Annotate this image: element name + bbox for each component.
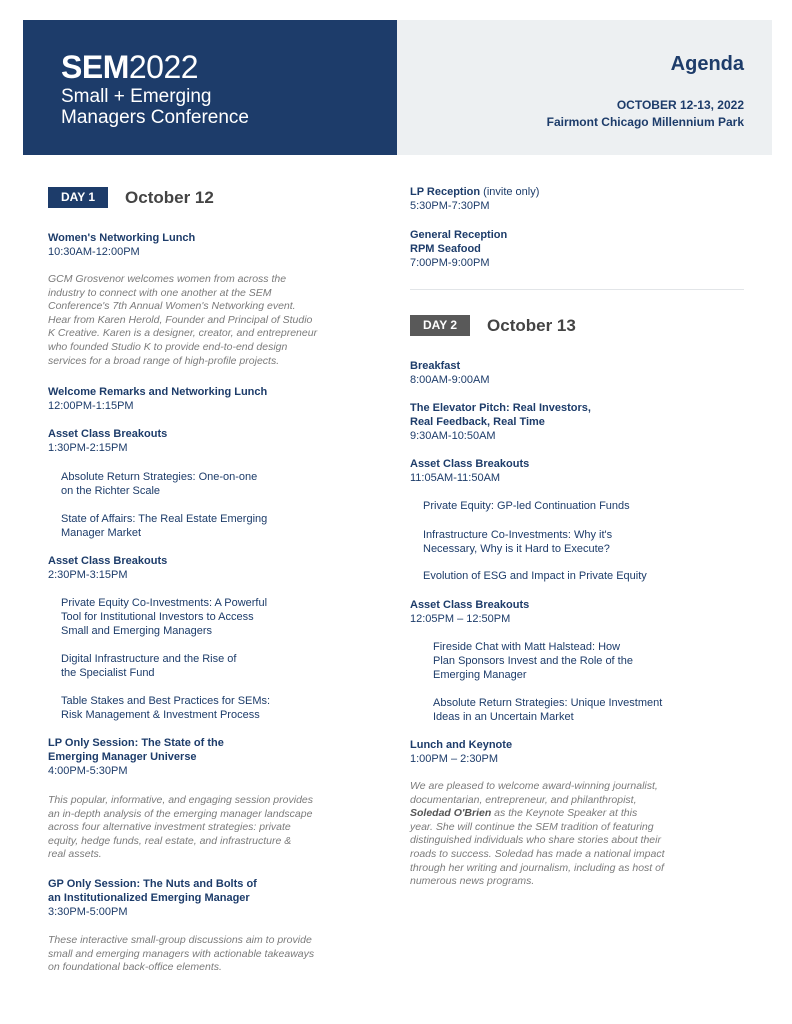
event-time: 2:30PM-3:15PM [48,569,128,581]
day2-event-breakouts-1 [410,457,529,485]
breakout-session: Evolution of ESG and Impact in Private Equity [423,570,647,582]
event-time: 3:30PM-5:00PM [48,906,128,918]
day2-event-breakfast [410,359,489,387]
day2-date: October 13 [487,315,576,335]
breakout-session: Table Stakes and Best Practices for SEMs: Risk Management & Investment Process [61,695,271,721]
event-title: General Reception [410,229,508,241]
event-info-panel [397,20,772,155]
event-title: Breakfast [410,360,461,372]
event-title: Lunch and Keynote [410,739,513,751]
day2-badge: DAY 2 [410,315,470,336]
day1-heading [48,187,214,208]
conference-logo-panel [23,20,397,155]
breakout-session: State of Affairs: The Real Estate Emerging Manager Market [61,513,268,539]
day2-heading [410,315,576,336]
event-title: Asset Class Breakouts [410,599,530,611]
day1-event-gp-only: GP Only Session: The Nuts and Bolts of an Institutionalized Emerging Manager 3:30PM-5:00PM [48,878,257,918]
event-dates: OCTOBER 12-13, 2022 [616,98,744,112]
section-divider [410,289,744,290]
page-title: Agenda [670,53,744,75]
lp-only-description: This popular, informative, and engaging session provides an in-depth analysis of the emerging manager landscape across four alternative investment strategies: private equity, hedge funds, real estate, and infrastructure & real assets. [48,794,313,861]
event-venue: Fairmont Chicago Millennium Park [546,115,744,129]
breakout-session: Digital Infrastructure and the Rise of the Specialist Fund [61,653,237,679]
event-time: 1:00PM – 2:30PM [410,753,499,765]
day1-event-welcome-lunch [48,385,267,413]
event-title: LP Only Session: The State of the [48,737,224,749]
event-title: Asset Class Breakouts [48,428,168,440]
event-title: The Elevator Pitch: Real Investors, [410,402,591,414]
event-time: 9:30AM-10:50AM [410,430,496,442]
logo-sem2022: SEM2022 [61,49,199,85]
event-time: 8:00AM-9:00AM [410,374,490,386]
event-time: 12:00PM-1:15PM [48,400,134,412]
day1-badge: DAY 1 [48,187,108,208]
event-time: 11:05AM-11:50AM [410,472,501,484]
breakout-session: Private Equity: GP-led Continuation Funds [423,500,630,512]
day1-event-breakouts-2 [48,554,167,582]
event-title: LP Reception (invite only) [410,186,540,198]
day1-event-lp-only: LP Only Session: The State of the Emerging Manager Universe 4:00PM-5:30PM [48,737,224,777]
event-time: 12:05PM – 12:50PM [410,613,511,625]
day1-event-womens-lunch [48,231,195,259]
event-title: Asset Class Breakouts [410,458,530,470]
day1-date: October 12 [125,187,214,207]
keynote-speaker-name: Soledad O'Brien [410,807,492,820]
event-title: Welcome Remarks and Networking Lunch [48,386,268,398]
keynote-description: We are pleased to welcome award-winning journalist, documentarian, entrepreneur, and philanthropist, Soledad O'Brien as the Keynote Speaker at this year. She will continue the SEM tradition of featuring distinguished individuals who share stories about their roads to success. Soledad has made a national impact through her writing and journalism, including as host of numerous news programs. [410,780,665,888]
logo-subtitle-1: Small + Emerging [61,86,212,107]
event-title: GP Only Session: The Nuts and Bolts of [48,878,257,890]
event-title: Asset Class Breakouts [48,555,168,567]
event-time: 1:30PM-2:15PM [48,442,128,454]
logo-subtitle-2: Managers Conference [61,107,249,128]
header-banner [23,20,772,155]
event-title: Women's Networking Lunch [48,232,196,244]
breakout-session: Infrastructure Co-Investments: Why it's Necessary, Why is it Hard to Execute? [423,529,613,555]
day2-event-lunch-keynote [410,738,512,766]
breakout-session: Private Equity Co-Investments: A Powerful Tool for Institutional Investors to Access Small and Emerging Managers [61,597,268,637]
breakout-session: Absolute Return Strategies: Unique Investment Ideas in an Uncertain Market [433,697,663,723]
event-time: 7:00PM-9:00PM [410,257,490,269]
event-time: 10:30AM-12:00PM [48,246,140,258]
breakout-session: Fireside Chat with Matt Halstead: How Plan Sponsors Invest and the Role of the Emerging Manager [433,641,633,681]
gp-only-description: These interactive small-group discussions aim to provide small and emerging managers with actionable takeaways on foundational back-office elements. [48,934,315,974]
event-general-reception [410,228,507,270]
event-lp-reception [410,185,539,213]
day2-event-elevator-pitch: The Elevator Pitch: Real Investors, Real Feedback, Real Time 9:30AM-10:50AM [410,402,591,442]
event-venue: RPM Seafood [410,243,481,255]
breakout-session: Absolute Return Strategies: One-on-one on the Richter Scale [61,471,258,497]
day2-event-breakouts-2 [410,598,529,626]
event-time: 4:00PM-5:30PM [48,765,128,777]
event-time: 5:30PM-7:30PM [410,200,490,212]
day1-event-breakouts-1 [48,427,167,455]
womens-lunch-description: GCM Grosvenor welcomes women from across the industry to connect with one another at the SEM Conference's 7th Annual Women's Networking event. Hear from Karen Herold, Founder and Principal of Studio K Creative. Karen is a designer, creator, and entrepreneur who founded Studio K to provide end-to-end design services for a broad range of high-profile projects. [48,273,318,367]
